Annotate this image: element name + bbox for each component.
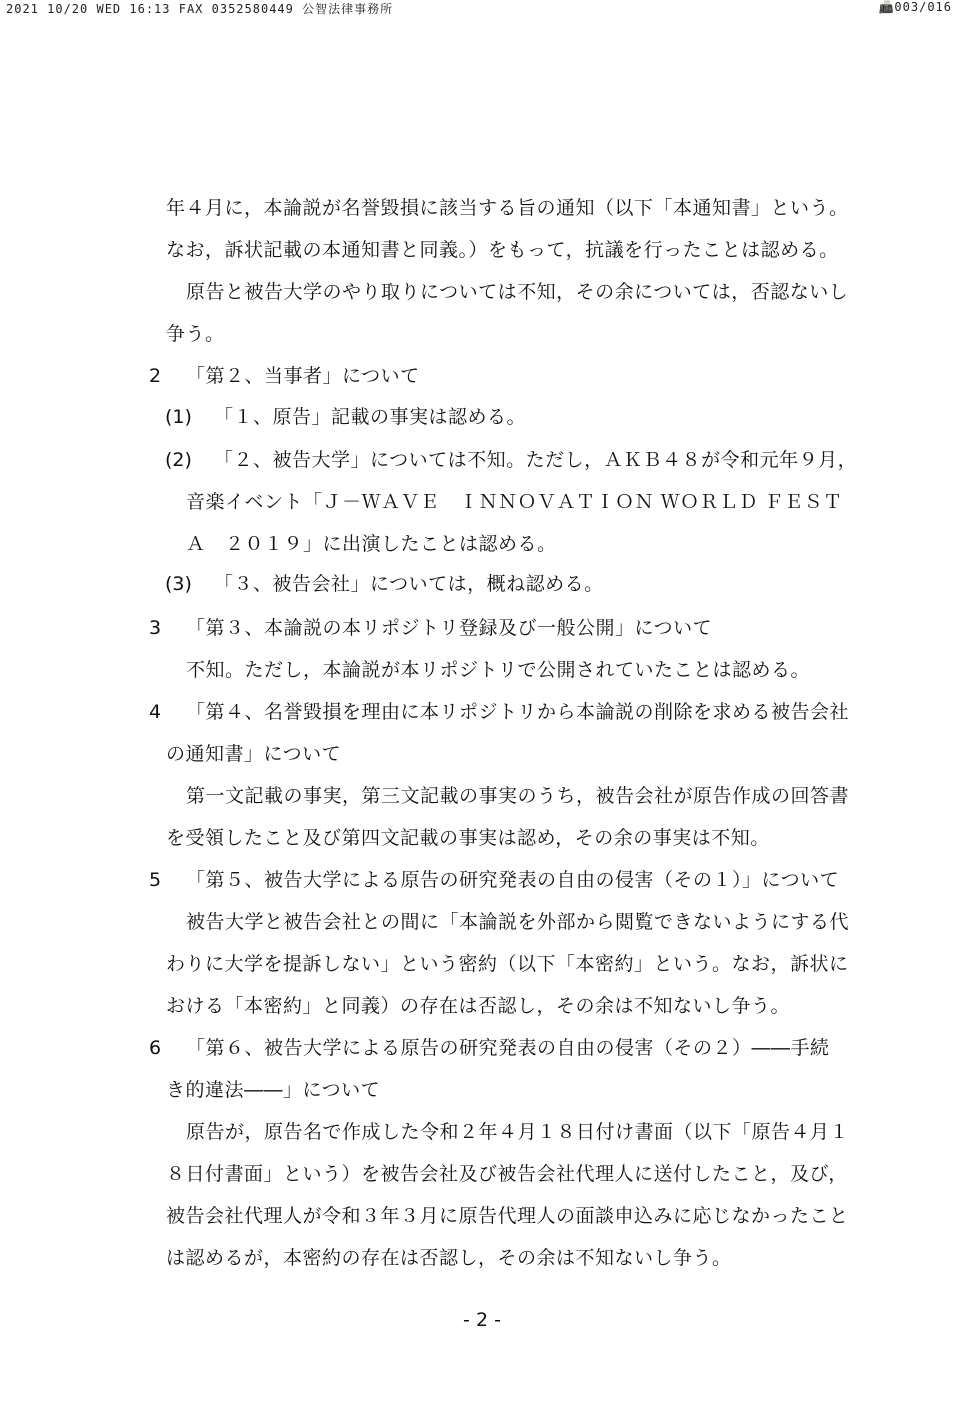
- text-line: 不知。ただし，本論説が本リポジトリで公開されていたことは認める。: [186, 659, 811, 681]
- text-line: 「第２、当事者」について: [186, 365, 420, 387]
- text-line: 「第６、被告大学による原告の研究発表の自由の侵害（その２）――手続: [186, 1037, 830, 1059]
- section-number-6: 6: [149, 1037, 162, 1059]
- subitem-number-1: (1): [165, 406, 192, 428]
- text-line: 争う。: [166, 323, 225, 345]
- text-line: を受領したこと及び第四文記載の事実は認め，その余の事実は不知。: [166, 827, 770, 849]
- text-line: 「１、原告」記載の事実は認める。: [214, 406, 527, 428]
- subitem-number-3: (3): [165, 573, 192, 595]
- text-line: 原告が，原告名で作成した令和２年４月１８日付け書面（以下「原告４月１: [186, 1121, 850, 1143]
- text-line: 第一文記載の事実，第三文記載の事実のうち，被告会社が原告作成の回答書: [186, 785, 850, 807]
- text-line: 「２、被告大学」については不知。ただし，ＡＫＢ４８が令和元年９月，: [214, 449, 858, 471]
- section-number-4: 4: [149, 701, 162, 723]
- text-line: 原告と被告大学のやり取りについては不知，その余については，否認ないし: [186, 281, 849, 303]
- fax-header-left: 2021 10/20 WED 16:13 FAX 0352580449 公智法律事務所: [6, 2, 394, 16]
- text-line: Ａ ２０１９」に出演したことは認める。: [186, 533, 557, 555]
- text-line: 音楽イベント「Ｊ－ＷＡＶＥ ＩＮＮＯＶＡＴＩＯＮ ＷＯＲＬＤ ＦＥＳＴ: [186, 491, 843, 513]
- text-line: の通知書」について: [166, 743, 342, 765]
- text-line: 被告大学と被告会社との間に「本論説を外部から閲覧できないようにする代: [186, 911, 850, 933]
- fax-header-right: 📠003/016: [878, 0, 952, 14]
- text-line: 「第５、被告大学による原告の研究発表の自由の侵害（その１）」について: [186, 869, 840, 891]
- text-line: ８日付書面」という）を被告会社及び被告会社代理人に送付したこと，及び，: [166, 1163, 848, 1185]
- page-number: - 2 -: [463, 1309, 501, 1331]
- text-line: は認めるが，本密約の存在は否認し，その余は不知ないし争う。: [166, 1247, 732, 1269]
- text-line: 「第３、本論説の本リポジトリ登録及び一般公開」について: [186, 617, 713, 639]
- text-line: き的違法――」について: [166, 1079, 381, 1101]
- text-line: 年４月に，本論説が名誉毀損に該当する旨の通知（以下「本通知書」という。: [166, 197, 849, 219]
- section-number-5: 5: [149, 869, 162, 891]
- text-line: 被告会社代理人が令和３年３月に原告代理人の面談申込みに応じなかったこと: [166, 1205, 849, 1227]
- text-line: 「３、被告会社」については，概ね認める。: [214, 573, 604, 595]
- section-number-3: 3: [149, 617, 162, 639]
- subitem-number-2: (2): [165, 449, 192, 471]
- text-line: わりに大学を提訴しない」という密約（以下「本密約」という。なお，訴状に: [166, 953, 849, 975]
- section-number-2: 2: [149, 365, 162, 387]
- text-line: 「第４、名誉毀損を理由に本リポジトリから本論説の削除を求める被告会社: [186, 701, 850, 723]
- text-line: おける「本密約」と同義）の存在は否認し，その余は不知ないし争う。: [166, 995, 791, 1017]
- text-line: なお，訴状記載の本通知書と同義。）をもって，抗議を行ったことは認める。: [166, 239, 839, 261]
